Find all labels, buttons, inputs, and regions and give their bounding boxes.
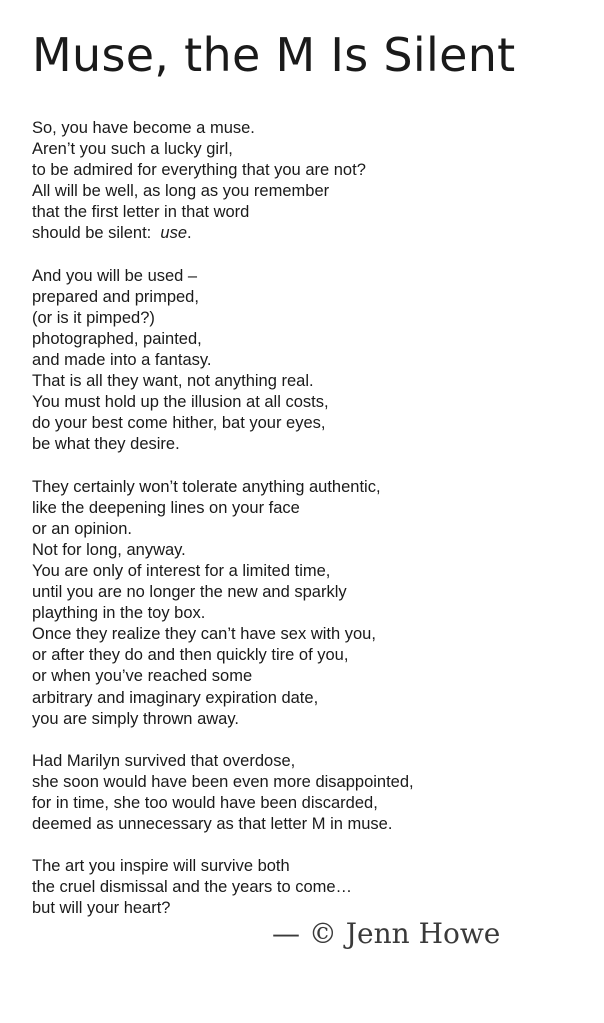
poem-line: like the deepening lines on your face bbox=[32, 498, 300, 517]
poem-line: until you are no longer the new and sparkly bbox=[32, 583, 347, 602]
poem-line: or when you’ve reached some bbox=[32, 667, 253, 686]
poem-line: All will be well, as long as you remember bbox=[32, 182, 330, 201]
poem-line: you are simply thrown away. bbox=[32, 709, 239, 728]
poem-line: The art you inspire will survive both bbox=[32, 857, 290, 876]
poem-line: be what they desire. bbox=[32, 435, 180, 454]
author-signature: — © Jenn Howe bbox=[272, 917, 501, 950]
poem-line: (or is it pimped?) bbox=[32, 308, 155, 327]
poem-line: arbitrary and imaginary expiration date, bbox=[32, 688, 319, 707]
poem-line: Had Marilyn survived that overdose, bbox=[32, 751, 296, 770]
poem-line: That is all they want, not anything real. bbox=[32, 372, 314, 391]
poem-line-prefix: should be silent: bbox=[32, 224, 161, 243]
poem-line: Aren’t you such a lucky girl, bbox=[32, 140, 233, 159]
poem-line: do your best come hither, bat your eyes, bbox=[32, 414, 326, 433]
poem-line: plaything in the toy box. bbox=[32, 604, 206, 623]
poem-line: prepared and primped, bbox=[32, 287, 199, 306]
poem-line: photographed, painted, bbox=[32, 329, 202, 348]
stanza-4 bbox=[32, 751, 592, 835]
poem-line: You are only of interest for a limited time, bbox=[32, 561, 331, 580]
poem-line: the cruel dismissal and the years to come… bbox=[32, 878, 353, 897]
poem-line: deemed as unnecessary as that letter M in muse. bbox=[32, 815, 393, 834]
emphasized-word: use bbox=[160, 224, 188, 243]
poem-line: Not for long, anyway. bbox=[32, 540, 186, 559]
poem-body bbox=[32, 118, 592, 941]
stanza-1 bbox=[32, 118, 592, 245]
poem-title: Muse, the M Is Silent bbox=[32, 28, 516, 82]
stanza-3 bbox=[32, 477, 592, 730]
poem-line: but will your heart? bbox=[32, 899, 171, 918]
poem-line-suffix: . bbox=[187, 224, 192, 243]
poem-line: or an opinion. bbox=[32, 519, 132, 538]
poem-line: or after they do and then quickly tire of you, bbox=[32, 646, 349, 665]
poem-line: and made into a fantasy. bbox=[32, 351, 212, 370]
stanza-5 bbox=[32, 856, 592, 919]
poem-line: Once they realize they can’t have sex with you, bbox=[32, 625, 376, 644]
poem-line: They certainly won’t tolerate anything authentic, bbox=[32, 477, 381, 496]
poem-line: for in time, she too would have been discarded, bbox=[32, 794, 378, 812]
poem-line: So, you have become a muse. bbox=[32, 119, 255, 137]
poem-line: to be admired for everything that you are not? bbox=[32, 161, 366, 180]
poem-line: that the first letter in that word bbox=[32, 203, 250, 222]
poem-line: You must hold up the illusion at all costs, bbox=[32, 393, 329, 412]
poem-line bbox=[32, 223, 592, 244]
poem-line: And you will be used – bbox=[32, 266, 198, 285]
poem-line: she soon would have been even more disappointed, bbox=[32, 772, 414, 791]
stanza-2 bbox=[32, 266, 592, 456]
